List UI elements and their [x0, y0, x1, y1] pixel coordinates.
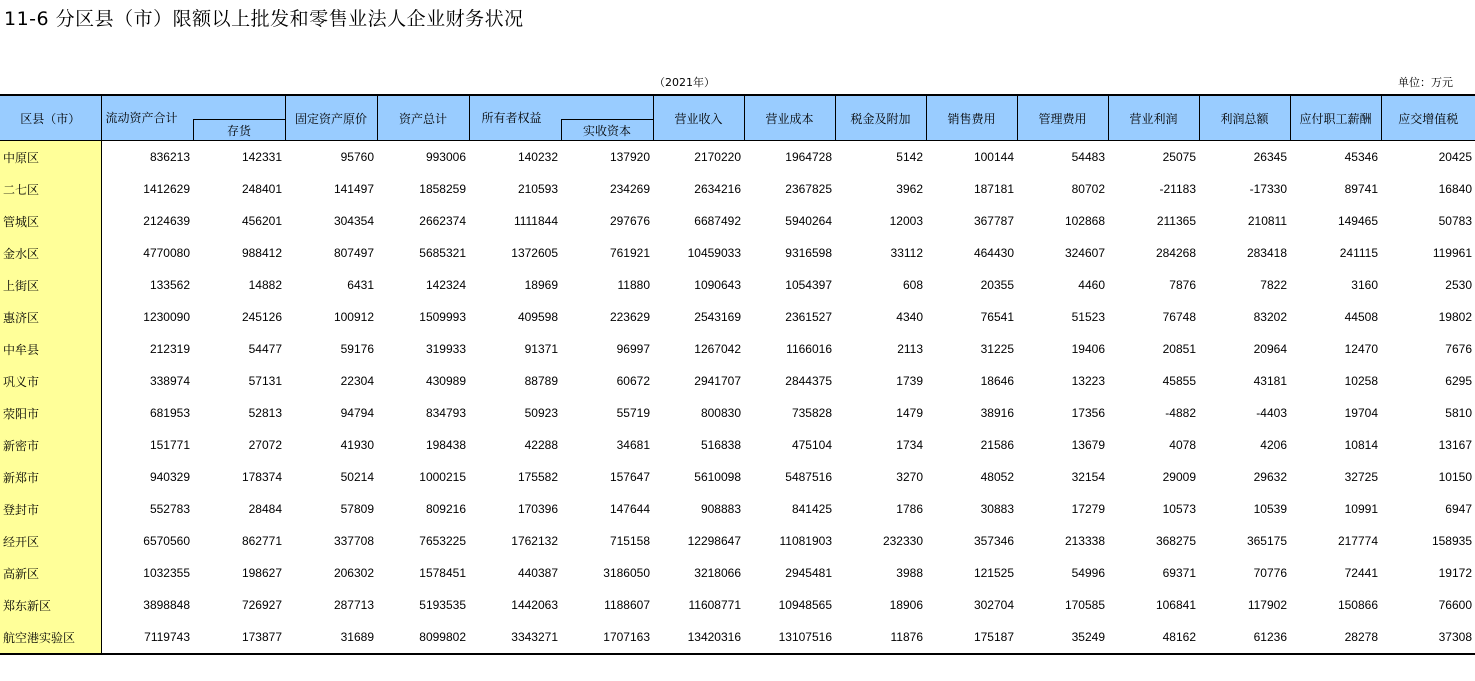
table-row [0, 205, 1475, 237]
value-cell: 20425 [1438, 150, 1472, 164]
value-cell: 11081903 [779, 534, 832, 548]
value-cell: 2113 [897, 342, 923, 356]
value-cell: 13679 [1071, 438, 1105, 452]
value-cell: 1054397 [785, 278, 832, 292]
value-cell: 11608771 [688, 598, 741, 612]
value-cell: 12470 [1344, 342, 1378, 356]
value-cell: 10539 [1253, 502, 1287, 516]
table-title: 11-6 分区县（市）限额以上批发和零售业法人企业财务状况 [4, 8, 524, 30]
value-cell: 142331 [241, 150, 282, 164]
value-cell: 248401 [241, 182, 282, 196]
value-cell: 210811 [1247, 214, 1287, 228]
value-cell: -4882 [1165, 406, 1196, 420]
value-cell: 76748 [1162, 310, 1196, 324]
value-cell: 88789 [524, 374, 558, 388]
district-name-cell: 惠济区 [0, 301, 101, 333]
district-name-cell: 上街区 [0, 269, 101, 301]
value-cell: 6431 [347, 278, 374, 292]
unit-label: 单位：万元 [1398, 76, 1453, 89]
value-cell: 5610098 [694, 470, 741, 484]
value-cell: 10991 [1344, 502, 1378, 516]
value-cell: 6570560 [143, 534, 190, 548]
value-cell: 297676 [609, 214, 650, 228]
value-cell: 19172 [1438, 566, 1472, 580]
value-cell: 834793 [425, 406, 466, 420]
value-cell: 13107516 [744, 621, 835, 654]
value-cell: 37308 [1381, 621, 1475, 654]
value-cell: 6295 [1445, 374, 1472, 388]
value-cell: 117902 [1247, 598, 1287, 612]
header-district: 区县（市） [0, 95, 101, 141]
district-name-cell: 巩义市 [0, 365, 101, 397]
value-cell: 241115 [1339, 246, 1378, 260]
value-cell: 9316598 [785, 246, 832, 260]
value-cell: 13167 [1438, 438, 1472, 452]
header-owner-equity [469, 95, 653, 141]
table-row [0, 557, 1475, 589]
value-cell: 91371 [524, 342, 558, 356]
value-cell: 3988 [896, 566, 923, 580]
value-cell: 41930 [340, 438, 374, 452]
value-cell: 142324 [425, 278, 466, 292]
value-cell: 10150 [1438, 470, 1472, 484]
table-row [0, 237, 1475, 269]
header-owner-equity-label: 所有者权益 [481, 111, 542, 125]
value-cell: 106841 [1155, 598, 1196, 612]
value-cell: 30883 [980, 502, 1014, 516]
value-cell: 213338 [1064, 534, 1105, 548]
value-cell: 367787 [973, 214, 1014, 228]
value-cell: 283418 [1246, 246, 1287, 260]
table-body [0, 141, 1475, 655]
value-cell: 302704 [973, 598, 1014, 612]
value-cell: 150866 [1337, 598, 1378, 612]
value-cell: 45855 [1162, 374, 1196, 388]
header-total-assets: 资产总计 [377, 95, 469, 141]
value-cell: 430989 [425, 374, 466, 388]
value-cell: 34681 [616, 438, 650, 452]
value-cell: 178374 [241, 470, 282, 484]
value-cell: 133562 [149, 278, 190, 292]
value-cell: 735828 [791, 406, 832, 420]
value-cell: 7119743 [101, 621, 193, 654]
value-cell: 20964 [1253, 342, 1287, 356]
value-cell: 3160 [1351, 278, 1378, 292]
value-cell: 1372605 [511, 246, 558, 260]
value-cell: 3218066 [694, 566, 741, 580]
district-name-cell: 新密市 [0, 429, 101, 461]
value-cell: 1442063 [511, 598, 558, 612]
district-name-cell: 金水区 [0, 237, 101, 269]
value-cell: 29632 [1253, 470, 1287, 484]
header-vat-payable: 应交增值税 [1381, 95, 1475, 141]
table-row [0, 397, 1475, 429]
value-cell: 1858259 [419, 182, 466, 196]
value-cell: 59176 [340, 342, 374, 356]
value-cell: 357346 [973, 534, 1014, 548]
value-cell: -17330 [1249, 182, 1287, 196]
value-cell: 1964728 [785, 150, 832, 164]
value-cell: 6687492 [694, 214, 741, 228]
value-cell: 96997 [616, 342, 650, 356]
value-cell: 100912 [333, 310, 374, 324]
value-cell: 89741 [1344, 182, 1378, 196]
value-cell: 43181 [1253, 374, 1287, 388]
header-inventory: 存货 [193, 119, 285, 140]
value-cell: 715158 [609, 534, 650, 548]
value-cell: 18646 [980, 374, 1014, 388]
value-cell: 862771 [241, 534, 282, 548]
table-row [0, 429, 1475, 461]
value-cell: 1166016 [786, 342, 832, 356]
value-cell: 365175 [1246, 534, 1287, 548]
value-cell: 32154 [1071, 470, 1105, 484]
value-cell: 198438 [425, 438, 466, 452]
district-name-cell: 管城区 [0, 205, 101, 237]
value-cell: 57131 [248, 374, 282, 388]
value-cell: 18969 [524, 278, 558, 292]
value-cell: 5685321 [419, 246, 466, 260]
value-cell: 5810 [1445, 406, 1472, 420]
value-cell: 761921 [609, 246, 650, 260]
value-cell: 50783 [1438, 214, 1472, 228]
value-cell: 212319 [149, 342, 190, 356]
value-cell: 1509993 [419, 310, 466, 324]
value-cell: 10573 [1162, 502, 1196, 516]
table-row [0, 333, 1475, 365]
value-cell: 800830 [700, 406, 741, 420]
header-admin-expense: 管理费用 [1017, 95, 1108, 141]
value-cell: 3962 [896, 182, 923, 196]
value-cell: 836213 [149, 150, 190, 164]
value-cell: 175187 [926, 621, 1017, 654]
value-cell: 28484 [248, 502, 282, 516]
value-cell: 3186050 [603, 566, 650, 580]
value-cell: 137920 [609, 150, 650, 164]
header-paid-in-capital: 实收资本 [561, 119, 653, 140]
value-cell: 31689 [285, 621, 377, 654]
value-cell: 38916 [980, 406, 1014, 420]
value-cell: 44508 [1344, 310, 1378, 324]
table-row [0, 525, 1475, 557]
value-cell: 464430 [973, 246, 1014, 260]
table-row [0, 365, 1475, 397]
district-name-cell: 荥阳市 [0, 397, 101, 429]
value-cell: 20851 [1162, 342, 1196, 356]
value-cell: 988412 [241, 246, 282, 260]
value-cell: 245126 [241, 310, 282, 324]
value-cell: 232330 [882, 534, 923, 548]
value-cell: 170585 [1064, 598, 1105, 612]
value-cell: 140232 [517, 150, 558, 164]
value-cell: 608 [902, 278, 923, 292]
value-cell: 57809 [340, 502, 374, 516]
table-row [0, 173, 1475, 205]
value-cell: 31225 [980, 342, 1014, 356]
value-cell: 338974 [149, 374, 190, 388]
value-cell: 22304 [340, 374, 374, 388]
district-name-cell: 登封市 [0, 493, 101, 525]
value-cell: 33112 [890, 246, 923, 260]
value-cell: 337708 [333, 534, 374, 548]
value-cell: 14882 [248, 278, 282, 292]
value-cell: 456201 [241, 214, 282, 228]
value-cell: 211365 [1156, 214, 1196, 228]
district-name-cell: 新郑市 [0, 461, 101, 493]
value-cell: 2124639 [143, 214, 190, 228]
value-cell: 440387 [517, 566, 558, 580]
value-cell: 1786 [896, 502, 923, 516]
value-cell: 3270 [896, 470, 923, 484]
value-cell: 60672 [616, 374, 650, 388]
value-cell: 807497 [333, 246, 374, 260]
value-cell: 3898848 [143, 598, 190, 612]
value-cell: 908883 [700, 502, 741, 516]
table-row [0, 269, 1475, 301]
value-cell: 1090643 [694, 278, 741, 292]
value-cell: 993006 [425, 150, 466, 164]
value-cell: 5940264 [785, 214, 832, 228]
value-cell: 198627 [241, 566, 282, 580]
value-cell: 19802 [1438, 310, 1472, 324]
value-cell: 10814 [1344, 438, 1378, 452]
value-cell: 11876 [835, 621, 926, 654]
value-cell: 940329 [149, 470, 190, 484]
value-cell: 17356 [1071, 406, 1105, 420]
value-cell: 284268 [1155, 246, 1196, 260]
value-cell: 304354 [333, 214, 374, 228]
value-cell: 16840 [1438, 182, 1472, 196]
value-cell: 2543169 [694, 310, 741, 324]
header-row [0, 95, 1475, 141]
value-cell: 27072 [248, 438, 282, 452]
value-cell: 100144 [973, 150, 1014, 164]
value-cell: 1707163 [561, 621, 653, 654]
value-cell: 54477 [248, 342, 282, 356]
value-cell: 2844375 [785, 374, 832, 388]
value-cell: 61236 [1199, 621, 1290, 654]
value-cell: 11880 [617, 278, 650, 292]
value-cell: 4340 [896, 310, 923, 324]
header-sales-expense: 销售费用 [926, 95, 1017, 141]
value-cell: 151771 [149, 438, 190, 452]
value-cell: 20355 [980, 278, 1014, 292]
value-cell: 28278 [1290, 621, 1381, 654]
table-row [0, 301, 1475, 333]
value-cell: 2530 [1445, 278, 1472, 292]
value-cell: 4078 [1169, 438, 1196, 452]
value-cell: 2662374 [419, 214, 466, 228]
value-cell: 1032355 [143, 566, 190, 580]
value-cell: 48052 [980, 470, 1014, 484]
value-cell: 809216 [425, 502, 466, 516]
header-current-assets-label: 流动资产合计 [105, 111, 178, 125]
value-cell: 206302 [333, 566, 374, 580]
value-cell: 2367825 [785, 182, 832, 196]
value-cell: 158935 [1431, 534, 1472, 548]
value-cell: 35249 [1017, 621, 1108, 654]
header-revenue: 营业收入 [653, 95, 744, 141]
value-cell: 141497 [333, 182, 374, 196]
value-cell: 52813 [248, 406, 282, 420]
value-cell: 173877 [193, 621, 285, 654]
value-cell: 6947 [1445, 502, 1472, 516]
value-cell: 70776 [1253, 566, 1287, 580]
header-taxes: 税金及附加 [835, 95, 926, 141]
value-cell: 1412629 [143, 182, 190, 196]
value-cell: 1734 [896, 438, 923, 452]
value-cell: 10258 [1344, 374, 1378, 388]
value-cell: 2945481 [785, 566, 832, 580]
value-cell: 48162 [1108, 621, 1199, 654]
value-cell: -21183 [1159, 182, 1196, 196]
value-cell: 841425 [791, 502, 832, 516]
value-cell: 10948565 [778, 598, 832, 612]
value-cell: 21586 [980, 438, 1014, 452]
value-cell: 13420316 [653, 621, 744, 654]
table-row [0, 141, 1475, 174]
value-cell: 95760 [340, 150, 374, 164]
value-cell: 1762132 [511, 534, 558, 548]
value-cell: 8099802 [377, 621, 469, 654]
value-cell: 475104 [791, 438, 832, 452]
value-cell: 1578451 [419, 566, 466, 580]
value-cell: 7876 [1169, 278, 1196, 292]
finance-table [0, 94, 1475, 655]
year-label: （2021年） [654, 76, 715, 89]
value-cell: 223629 [609, 310, 650, 324]
value-cell: 19406 [1071, 342, 1105, 356]
value-cell: 83202 [1253, 310, 1287, 324]
value-cell: 2634216 [694, 182, 741, 196]
value-cell: 76600 [1438, 598, 1472, 612]
table-row [0, 493, 1475, 525]
value-cell: 45346 [1344, 150, 1378, 164]
header-total-profit: 利润总额 [1199, 95, 1290, 141]
value-cell: 119961 [1432, 246, 1472, 260]
value-cell: 72441 [1344, 566, 1378, 580]
value-cell: 94794 [340, 406, 374, 420]
value-cell: 55719 [616, 406, 650, 420]
value-cell: 25075 [1162, 150, 1196, 164]
value-cell: 210593 [517, 182, 558, 196]
value-cell: 217774 [1337, 534, 1378, 548]
value-cell: 234269 [609, 182, 650, 196]
value-cell: -4403 [1256, 406, 1287, 420]
header-current-assets [101, 95, 285, 141]
value-cell: 69371 [1162, 566, 1196, 580]
value-cell: 50923 [524, 406, 558, 420]
value-cell: 726927 [241, 598, 282, 612]
value-cell: 3343271 [469, 621, 561, 654]
value-cell: 12003 [889, 214, 923, 228]
value-cell: 1267042 [694, 342, 741, 356]
value-cell: 149465 [1337, 214, 1378, 228]
value-cell: 147644 [609, 502, 650, 516]
value-cell: 409598 [517, 310, 558, 324]
value-cell: 51523 [1071, 310, 1105, 324]
value-cell: 7822 [1260, 278, 1287, 292]
value-cell: 287713 [333, 598, 374, 612]
value-cell: 10459033 [687, 246, 741, 260]
header-payroll-payable: 应付职工薪酬 [1290, 95, 1381, 141]
value-cell: 5193535 [419, 598, 466, 612]
header-fixed-assets: 固定资产原价 [285, 95, 377, 141]
value-cell: 102868 [1064, 214, 1105, 228]
district-name-cell: 高新区 [0, 557, 101, 589]
value-cell: 170396 [517, 502, 558, 516]
value-cell: 1111844 [513, 214, 558, 228]
value-cell: 12298647 [687, 534, 741, 548]
value-cell: 1000215 [419, 470, 466, 484]
value-cell: 18906 [889, 598, 923, 612]
value-cell: 319933 [425, 342, 466, 356]
district-name-cell: 中牟县 [0, 333, 101, 365]
value-cell: 2170220 [694, 150, 741, 164]
value-cell: 516838 [700, 438, 741, 452]
district-name-cell: 二七区 [0, 173, 101, 205]
value-cell: 552783 [149, 502, 190, 516]
value-cell: 17279 [1071, 502, 1105, 516]
value-cell: 5487516 [785, 470, 832, 484]
value-cell: 187181 [973, 182, 1014, 196]
value-cell: 29009 [1162, 470, 1196, 484]
district-name-cell: 航空港实验区 [0, 621, 101, 654]
value-cell: 50214 [340, 470, 374, 484]
value-cell: 7676 [1445, 342, 1472, 356]
value-cell: 368275 [1155, 534, 1196, 548]
table-row [0, 589, 1475, 621]
value-cell: 54996 [1071, 566, 1105, 580]
value-cell: 121525 [973, 566, 1014, 580]
value-cell: 7653225 [419, 534, 466, 548]
value-cell: 13223 [1071, 374, 1105, 388]
value-cell: 80702 [1071, 182, 1105, 196]
value-cell: 76541 [980, 310, 1014, 324]
district-name-cell: 中原区 [0, 141, 101, 174]
value-cell: 5142 [896, 150, 923, 164]
value-cell: 19704 [1344, 406, 1378, 420]
value-cell: 1188607 [604, 598, 650, 612]
value-cell: 1479 [896, 406, 923, 420]
value-cell: 32725 [1344, 470, 1378, 484]
table-row [0, 461, 1475, 493]
district-name-cell: 经开区 [0, 525, 101, 557]
value-cell: 324607 [1064, 246, 1105, 260]
value-cell: 54483 [1071, 150, 1105, 164]
value-cell: 2361527 [785, 310, 832, 324]
value-cell: 4460 [1078, 278, 1105, 292]
table-row [0, 621, 1475, 654]
value-cell: 4770080 [143, 246, 190, 260]
header-cost: 营业成本 [744, 95, 835, 141]
district-name-cell: 郑东新区 [0, 589, 101, 621]
value-cell: 26345 [1253, 150, 1287, 164]
value-cell: 681953 [149, 406, 190, 420]
value-cell: 1739 [896, 374, 923, 388]
value-cell: 2941707 [694, 374, 741, 388]
value-cell: 4206 [1260, 438, 1287, 452]
value-cell: 157647 [609, 470, 650, 484]
value-cell: 42288 [524, 438, 558, 452]
header-operating-profit: 营业利润 [1108, 95, 1199, 141]
value-cell: 1230090 [143, 310, 190, 324]
value-cell: 175582 [517, 470, 558, 484]
